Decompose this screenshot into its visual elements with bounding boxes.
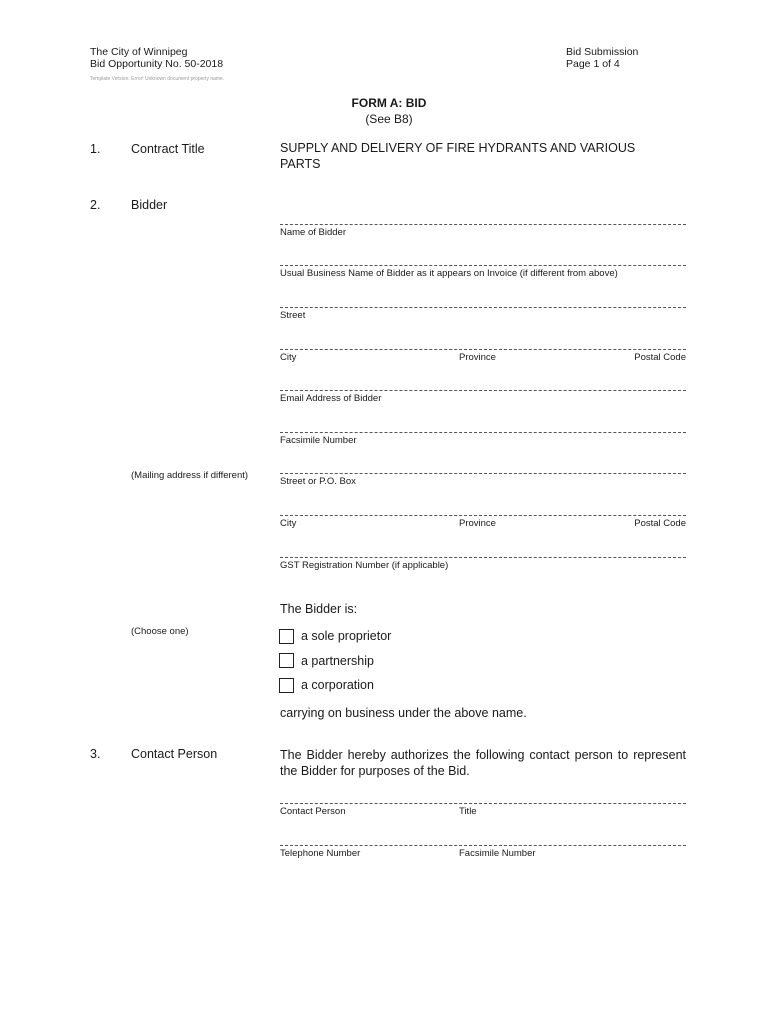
sole-proprietor-checkbox[interactable] <box>279 629 294 644</box>
postal-code-caption: Postal Code <box>634 352 686 363</box>
telephone-caption: Telephone Number <box>280 848 361 859</box>
title-caption: Title <box>459 806 477 817</box>
bidder-name-caption: Name of Bidder <box>280 227 347 238</box>
mailing-province-caption: Province <box>459 518 496 529</box>
email-caption: Email Address of Bidder <box>280 393 382 404</box>
mailing-postal-code-caption: Postal Code <box>634 518 686 529</box>
mailing-address-label: (Mailing address if different) <box>131 470 249 481</box>
section-name: Bid Submission <box>566 46 639 58</box>
gst-field[interactable] <box>280 557 686 558</box>
gst-caption: GST Registration Number (if applicable) <box>280 560 449 571</box>
form-subtitle: (See B8) <box>365 112 413 126</box>
mailing-street-caption: Street or P.O. Box <box>280 476 356 487</box>
email-field[interactable] <box>280 390 686 391</box>
business-name-caption: Usual Business Name of Bidder as it appears on Invoice (if different from above) <box>280 268 618 279</box>
partnership-checkbox[interactable] <box>279 653 294 668</box>
bid-opportunity-number: Bid Opportunity No. 50-2018 <box>90 58 224 70</box>
carrying-on-text: carrying on business under the above name. <box>280 706 527 720</box>
contact-person-label: Contact Person <box>131 747 218 761</box>
mailing-city-province-postal-field[interactable] <box>280 515 686 516</box>
city-province-postal-field[interactable] <box>280 349 686 350</box>
item-number-3: 3. <box>90 747 101 761</box>
mailing-street-field[interactable] <box>280 473 686 474</box>
contact-title-field[interactable] <box>280 803 686 804</box>
org-name: The City of Winnipeg <box>90 46 188 58</box>
item-number-1: 1. <box>90 142 101 156</box>
choose-one-label: (Choose one) <box>131 626 189 637</box>
fax-field[interactable] <box>280 432 686 433</box>
contract-title-label: Contract Title <box>131 142 205 156</box>
contact-person-caption: Contact Person <box>280 806 346 817</box>
template-version: Template Version: Error! Unknown document property name. <box>90 76 225 82</box>
contract-title-value-line1: SUPPLY AND DELIVERY OF FIRE HYDRANTS AND VARIOUS <box>280 141 636 155</box>
corporation-checkbox[interactable] <box>279 678 294 693</box>
fax-caption: Facsimile Number <box>280 435 357 446</box>
form-title: FORM A: BID <box>351 96 427 110</box>
business-name-field[interactable] <box>280 265 686 266</box>
mailing-city-caption: City <box>280 518 297 529</box>
phone-fax-field[interactable] <box>280 845 686 846</box>
bidder-label: Bidder <box>131 198 168 212</box>
street-field[interactable] <box>280 307 686 308</box>
sole-proprietor-label: a sole proprietor <box>301 629 392 643</box>
contact-fax-caption: Facsimile Number <box>459 848 536 859</box>
page-number: Page 1 of 4 <box>566 58 620 70</box>
contract-title-value-line2: PARTS <box>280 157 321 171</box>
contact-authorization-text: The Bidder hereby authorizes the following contact person to represent the Bidder for purposes of the Bid. <box>280 748 686 778</box>
corporation-label: a corporation <box>301 678 374 692</box>
bidder-name-field[interactable] <box>280 224 686 225</box>
bidder-is-text: The Bidder is: <box>280 602 358 616</box>
partnership-label: a partnership <box>301 654 374 668</box>
province-caption: Province <box>459 352 496 363</box>
city-caption: City <box>280 352 297 363</box>
street-caption: Street <box>280 310 306 321</box>
item-number-2: 2. <box>90 198 101 212</box>
